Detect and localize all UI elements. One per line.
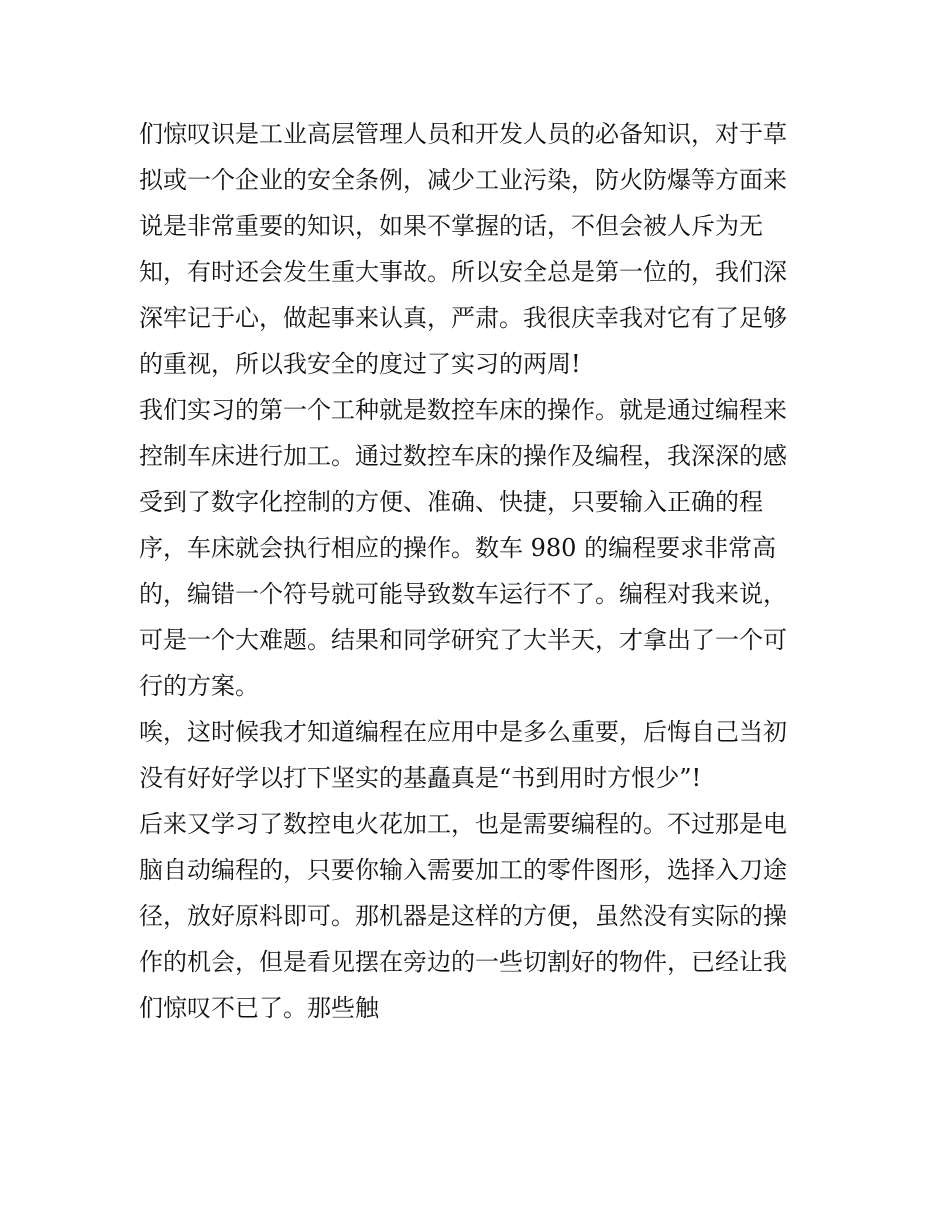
body-text <box>139 111 815 1031</box>
text-line: 们惊叹不已了。那些触 <box>139 994 379 1022</box>
text-line: 受到了数字化控制的方便、准确、快捷，只要输入正确的程 <box>139 488 763 516</box>
text-line: 们惊叹识是工业高层管理人员和开发人员的必备知识，对于草 <box>139 120 787 148</box>
text-line: 拟或一个企业的安全条例，减少工业污染，防火防爆等方面来 <box>139 166 787 194</box>
text-line: 控制车床进行加工。通过数控车床的操作及编程，我深深的感 <box>139 442 787 470</box>
text-line: 的重视，所以我安全的度过了实习的两周! <box>139 350 581 378</box>
text-line: 没有好好学以打下坚实的基矗真是“书到用时方恨少”! <box>139 764 702 792</box>
text-line: 脑自动编程的，只要你输入需要加工的零件图形，选择入刀途 <box>139 856 787 884</box>
text-line: 深牢记于心，做起事来认真，严肃。我很庆幸我对它有了足够 <box>139 304 787 332</box>
text-line: 作的机会，但是看见摆在旁边的一些切割好的物件，已经让我 <box>139 948 787 976</box>
text-line: 说是非常重要的知识，如果不掌握的话，不但会被人斥为无 <box>139 212 763 240</box>
text-line: 的，编错一个符号就可能导致数车运行不了。编程对我来说， <box>139 580 787 608</box>
text-line: 径，放好原料即可。那机器是这样的方便，虽然没有实际的操 <box>139 902 787 930</box>
text-line: 序，车床就会执行相应的操作。数车 980 的编程要求非常高 <box>139 534 777 562</box>
text-line: 知，有时还会发生重大事故。所以安全总是第一位的，我们深 <box>139 258 787 286</box>
text-line: 行的方案。 <box>139 672 259 700</box>
text-line: 我们实习的第一个工种就是数控车床的操作。就是通过编程来 <box>139 396 787 424</box>
text-line: 唉，这时候我才知道编程在应用中是多么重要，后悔自己当初 <box>139 718 787 746</box>
text-line: 后来又学习了数控电火花加工，也是需要编程的。不过那是电 <box>139 810 787 838</box>
text-line: 可是一个大难题。结果和同学研究了大半天，才拿出了一个可 <box>139 626 787 654</box>
